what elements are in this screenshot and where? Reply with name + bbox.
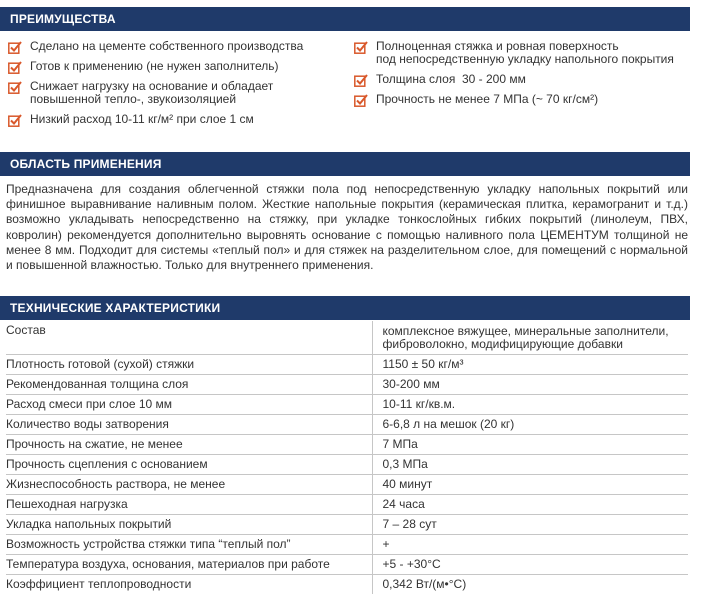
advantages-right-column (354, 40, 690, 106)
table-row (6, 435, 688, 455)
value-cell: 0,3 МПа (372, 455, 688, 475)
param-cell: Возможность устройства стяжки типа “теплый пол” (6, 535, 372, 555)
advantages-header (0, 7, 690, 31)
advantage-item (8, 40, 343, 53)
advantage-text: Прочность не менее 7 МПа (~ 70 кг/см²) (376, 92, 599, 106)
table-row (6, 575, 688, 595)
advantage-text-line: Полноценная стяжка и ровная поверхность (376, 39, 619, 53)
checkbox-check-icon (8, 41, 22, 54)
checkbox-check-icon (354, 94, 368, 107)
value-cell: +5 - +30°С (372, 555, 688, 575)
param-cell: Прочность на сжатие, не менее (6, 435, 372, 455)
param-cell: Количество воды затворения (6, 415, 372, 435)
table-row (6, 395, 688, 415)
tech-header (0, 296, 690, 320)
advantage-text: Толщина слоя 30 - 200 мм (376, 72, 526, 86)
advantage-text: Готов к применению (не нужен заполнитель) (30, 59, 279, 73)
value-cell: 24 часа (372, 495, 688, 515)
tech-table (6, 321, 688, 594)
table-row (6, 415, 688, 435)
table-row (6, 375, 688, 395)
param-cell: Прочность сцепления с основанием (6, 455, 372, 475)
value-cell: 7 МПа (372, 435, 688, 455)
advantage-item (354, 93, 690, 106)
checkbox-check-icon (354, 74, 368, 87)
table-row (6, 555, 688, 575)
advantage-text-line: под непосредственную укладку напольного покрытия (376, 52, 674, 66)
advantage-item (354, 40, 690, 66)
advantage-item (8, 60, 343, 73)
checkbox-check-icon (8, 81, 22, 94)
checkbox-check-icon (8, 114, 22, 127)
value-cell: 30-200 мм (372, 375, 688, 395)
checkbox-check-icon (354, 41, 368, 54)
advantage-text: Низкий расход 10-11 кг/м² при слое 1 см (30, 112, 254, 126)
param-cell: Температура воздуха, основания, материалов при работе (6, 555, 372, 575)
table-row (6, 515, 688, 535)
value-cell: 0,342 Вт/(м•°С) (372, 575, 688, 595)
table-row (6, 321, 688, 355)
param-cell: Жизнеспособность раствора, не менее (6, 475, 372, 495)
advantage-item (8, 113, 343, 126)
advantage-text-line: повышенной тепло-, звукоизоляцией (30, 92, 237, 106)
advantage-item (354, 73, 690, 86)
table-row (6, 455, 688, 475)
param-cell: Укладка напольных покрытий (6, 515, 372, 535)
table-row (6, 475, 688, 495)
param-cell: Коэффициент теплопроводности (6, 577, 192, 591)
advantages-title: ПРЕИМУЩЕСТВА (10, 12, 116, 26)
param-cell: Пешеходная нагрузка (6, 495, 372, 515)
table-row (6, 495, 688, 515)
tech-title: ТЕХНИЧЕСКИЕ ХАРАКТЕРИСТИКИ (10, 301, 221, 315)
advantage-text-line: Снижает нагрузку на основание и обладает (30, 79, 274, 93)
value-cell: 1150 ± 50 кг/м³ (372, 355, 688, 375)
table-row (6, 535, 688, 555)
param-cell: Плотность готовой (сухой) стяжки (6, 355, 372, 375)
application-description: Предназначена для создания облегченной стяжки пола под непосредственную укладку напольных покрытий или финишное выравнивание наливным полом. Жесткие напольные покрытия (керамическая плитка, керамогранит и т.д.) возможно укладывать непосредственно на стяжку, при укладке тонкослойных гибких покрытий (линолеум, ПВХ, ковролин) рекомендуется дополнительно выровнять основание с помощью наливного пола ЦЕМЕНТУМ толщиной не менее 8 мм. Подходит для системы «теплый пол» и для стяжек на разделительном слое, для помещений с нормальной и повышенной влажностью. Только для внутреннего применения. (6, 182, 688, 273)
table-row (6, 355, 688, 375)
advantage-text: Сделано на цементе собственного производства (30, 39, 304, 53)
value-cell: 7 – 28 сут (372, 515, 688, 535)
application-title: ОБЛАСТЬ ПРИМЕНЕНИЯ (10, 157, 162, 171)
value-cell: 6-6,8 л на мешок (20 кг) (372, 415, 688, 435)
param-cell: Расход смеси при слое 10 мм (6, 395, 372, 415)
param-cell: Рекомендованная толщина слоя (6, 375, 372, 395)
application-header (0, 152, 690, 176)
checkbox-check-icon (8, 61, 22, 74)
value-cell: комплексное вяжущее, минеральные заполнители, фиброволокно, модифицирующие добавки (372, 321, 688, 355)
value-cell: 10-11 кг/кв.м. (372, 395, 688, 415)
advantage-item (8, 80, 343, 106)
param-cell: Состав (6, 321, 372, 355)
value-cell: 40 минут (372, 475, 688, 495)
advantages-left-column (8, 40, 343, 126)
value-cell: + (372, 535, 688, 555)
